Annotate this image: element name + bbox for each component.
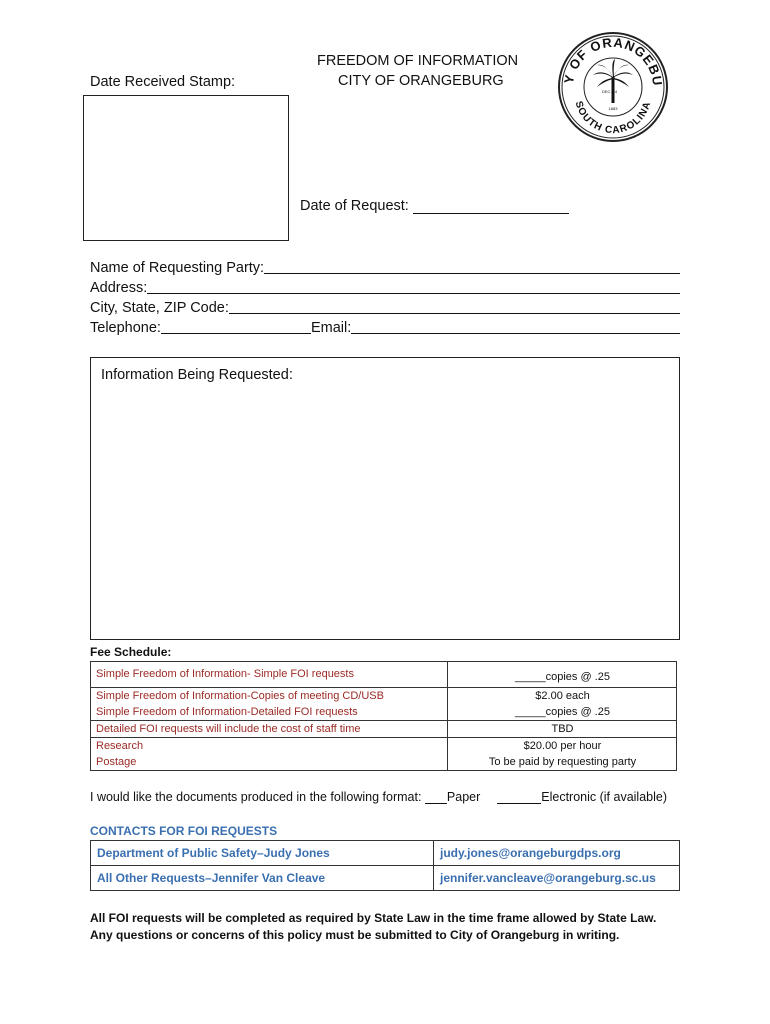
email-field[interactable]	[351, 319, 680, 334]
date-of-request-row	[300, 198, 569, 214]
email-label: Email:	[310, 320, 352, 336]
fee-schedule-title: Fee Schedule:	[90, 645, 172, 659]
fee-price: To be paid by requesting party	[488, 756, 637, 768]
contact-email[interactable]: judy.jones@orangeburgdps.org	[434, 841, 680, 866]
seal-top-text: Y OF ORANGEBU	[561, 34, 666, 88]
date-received-stamp-label: Date Received Stamp:	[90, 74, 236, 90]
date-of-request-label: Date of Request:	[300, 198, 409, 214]
format-preference-row	[90, 790, 667, 804]
date-received-stamp-box	[83, 95, 289, 241]
city-field[interactable]	[229, 299, 680, 314]
fee-row	[90, 688, 677, 705]
fee-price: $20.00 per hour	[448, 738, 678, 755]
fee-price: TBD	[448, 721, 678, 738]
city-seal-logo	[557, 31, 669, 143]
phone-email-row	[90, 319, 680, 336]
fee-price: _____copies @ .25	[515, 671, 610, 683]
paper-option-label: Paper	[446, 790, 481, 804]
format-preference-text: I would like the documents produced in the following format:	[90, 790, 422, 804]
contacts-title: CONTACTS FOR FOI REQUESTS	[90, 824, 278, 838]
name-field[interactable]	[264, 259, 680, 274]
contact-email[interactable]: jennifer.vancleave@orangeburg.sc.us	[434, 866, 680, 891]
city-label: City, State, ZIP Code:	[90, 300, 229, 316]
date-of-request-field[interactable]	[413, 199, 569, 214]
seal-date: DEC. 24	[602, 89, 618, 94]
address-row	[90, 279, 680, 296]
name-label: Name of Requesting Party:	[90, 260, 265, 276]
contact-name: Department of Public Safety–Judy Jones	[91, 841, 434, 866]
electronic-option-label: Electronic (if available)	[541, 790, 667, 804]
seal-year: 1883	[608, 106, 618, 111]
address-field[interactable]	[147, 279, 680, 294]
paper-checkbox-line[interactable]	[425, 791, 447, 804]
fee-item: Postage	[90, 754, 448, 770]
telephone-field[interactable]	[161, 319, 311, 334]
city-row	[90, 299, 680, 316]
fee-row	[90, 661, 677, 688]
form-title: FREEDOM OF INFORMATION	[317, 53, 519, 69]
information-requested-label: Information Being Requested:	[101, 367, 293, 383]
footer-note-2: Any questions or concerns of this policy must be submitted to City of Orangeburg in writing.	[90, 928, 620, 942]
form-subtitle: CITY OF ORANGEBURG	[338, 73, 504, 89]
contacts-table	[90, 840, 680, 891]
fee-row	[90, 704, 677, 721]
electronic-checkbox-line[interactable]	[497, 791, 541, 804]
name-row	[90, 259, 680, 276]
contact-row	[91, 866, 680, 891]
footer-note-1: All FOI requests will be completed as required by State Law in the time frame allowed by State Law.	[90, 911, 657, 925]
information-requested-box[interactable]	[90, 357, 680, 640]
contact-name: All Other Requests–Jennifer Van Cleave	[91, 866, 434, 891]
fee-row	[90, 754, 677, 770]
palmetto-tree-icon	[593, 59, 633, 103]
fee-item: Detailed FOI requests will include the cost of staff time	[90, 721, 448, 738]
fee-price: _____copies @ .25	[515, 706, 610, 718]
seal-bottom-text: SOUTH CAROLINA	[572, 99, 654, 137]
fee-row	[90, 721, 677, 738]
address-label: Address:	[90, 280, 148, 296]
fee-item: Research	[90, 738, 448, 755]
fee-item: Simple Freedom of Information-Copies of meeting CD/USB	[90, 688, 448, 705]
fee-item: Simple Freedom of Information-Detailed FOI requests	[90, 704, 448, 721]
fee-price: $2.00 each	[448, 688, 678, 705]
fee-item: Simple Freedom of Information- Simple FOI requests	[90, 661, 448, 688]
contact-row	[91, 841, 680, 866]
fee-row	[90, 738, 677, 755]
telephone-label: Telephone:	[90, 320, 161, 336]
fee-schedule-table	[90, 661, 677, 770]
